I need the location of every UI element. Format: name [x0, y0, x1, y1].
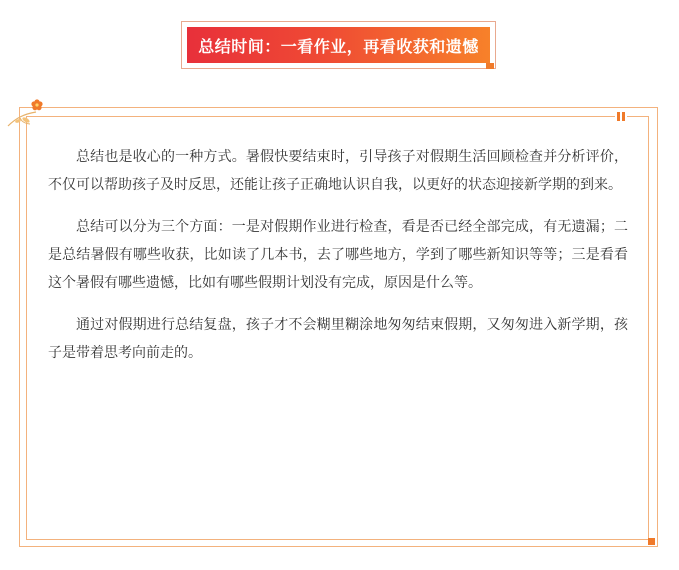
title-corner-accent	[486, 63, 494, 69]
frame-corner-accent	[648, 538, 655, 545]
page-title: 总结时间：一看作业，再看收获和遗憾	[198, 36, 479, 56]
paragraph-1: 总结也是收心的一种方式。暑假快要结束时，引导孩子对假期生活回顾检查并分析评价，不仅可以帮助孩子及时反思，还能让孩子正确地认识自我，以更好的状态迎接新学期的到来。	[48, 149, 628, 193]
pause-bars-icon	[615, 112, 627, 121]
article-body	[48, 143, 628, 381]
title-fill	[187, 27, 490, 63]
title-banner	[181, 21, 496, 69]
flower-branch-icon	[6, 96, 50, 132]
paragraph-2: 总结可以分为三个方面：一是对假期作业进行检查，看是否已经全部完成，有无遗漏；二是总结暑假有哪些收获，比如读了几本书，去了哪些地方，学到了哪些新知识等等；三是看看这个暑假有哪些遗憾，比如有哪些假期计划没有完成，原因是什么等。	[48, 219, 628, 291]
paragraph-3: 通过对假期进行总结复盘，孩子才不会糊里糊涂地匆匆结束假期，又匆匆进入新学期，孩子是带着思考向前走的。	[48, 317, 628, 361]
